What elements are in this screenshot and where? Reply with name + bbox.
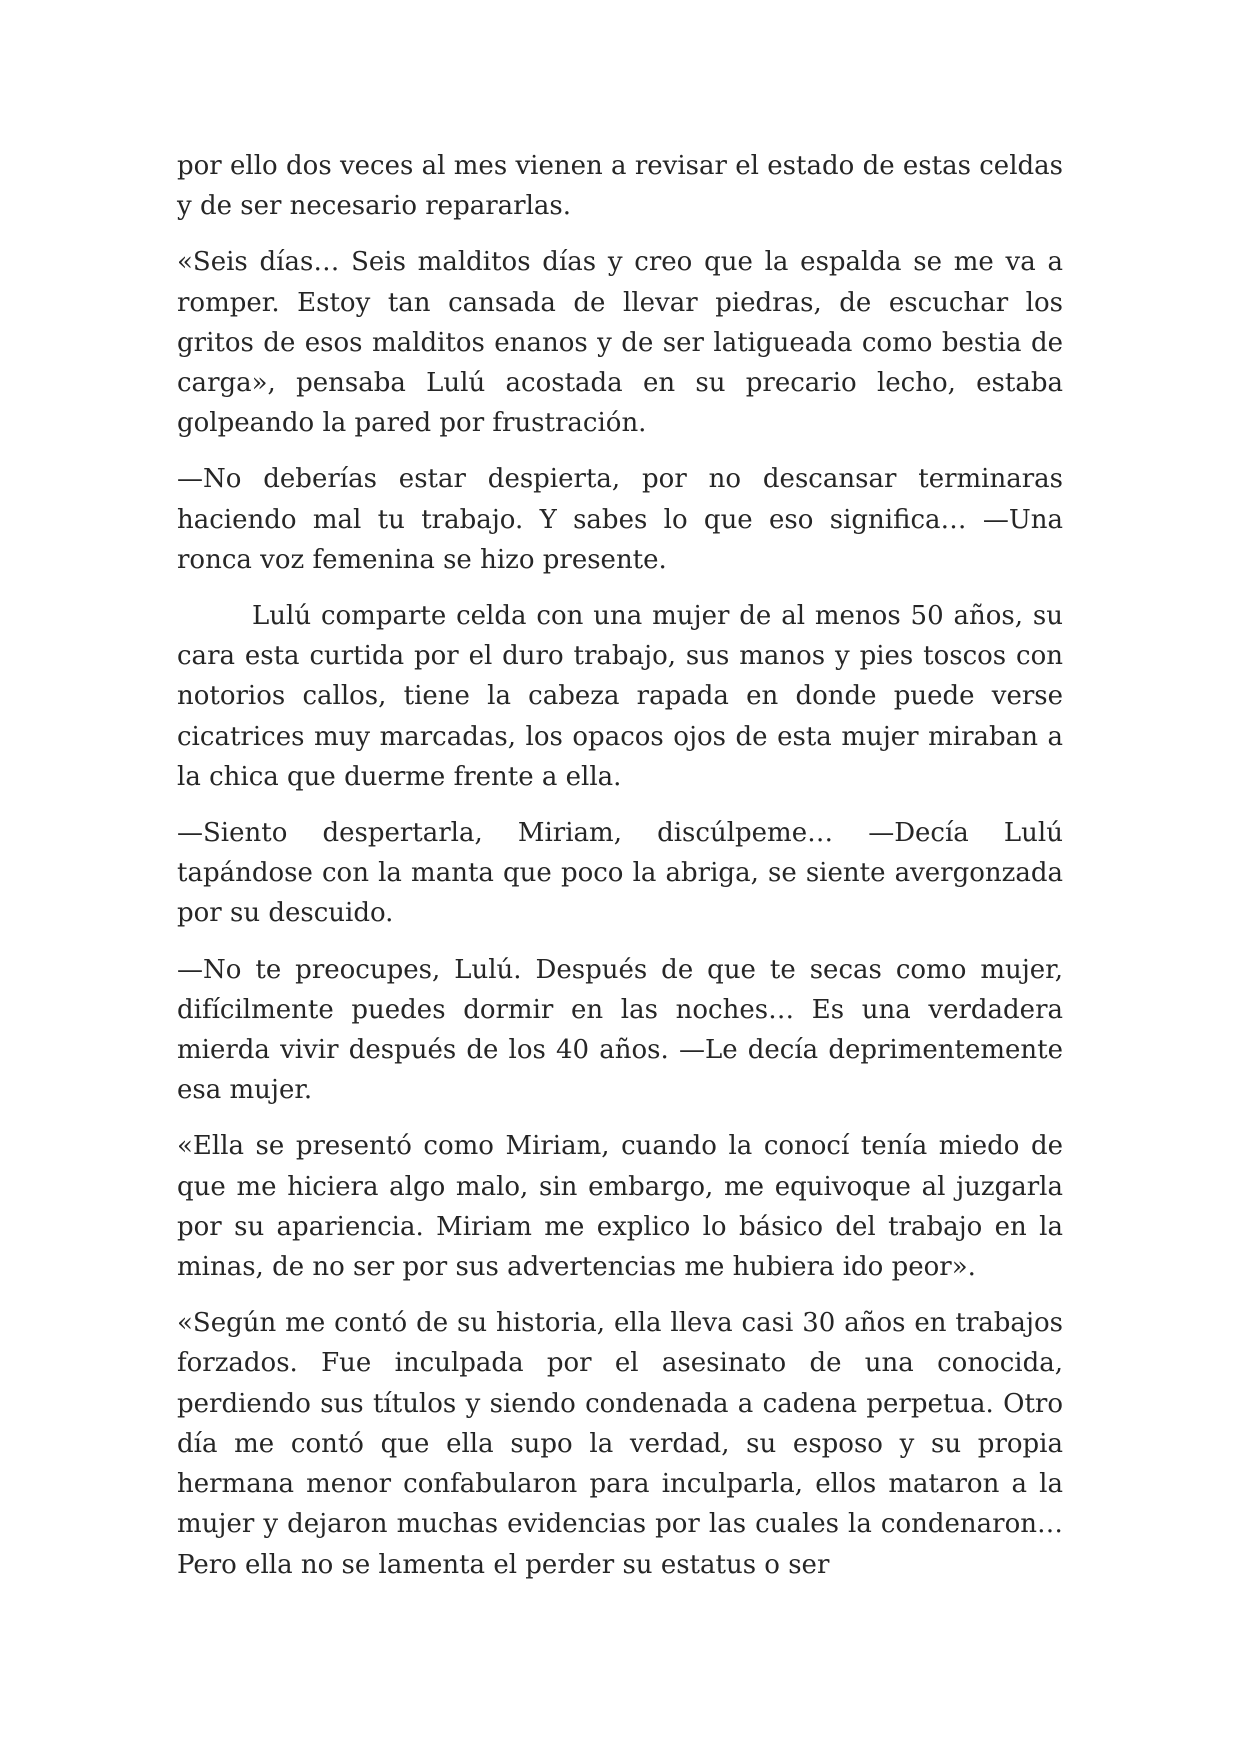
paragraph: —Siento despertarla, Miriam, discúlpeme… —Decía Lulú tapándose con la manta que poco la abriga, se siente avergonzada por su descuido. [177, 818, 1063, 929]
paragraph: —No te preocupes, Lulú. Después de que te secas como mujer, difícilmente puedes dormir en las noches… Es una verdadera mierda vivir después de los 40 años. —Le decía deprimentemente esa mujer. [177, 954, 1063, 1106]
body-text [177, 146, 1063, 1601]
paragraph: «Ella se presentó como Miriam, cuando la conocí tenía miedo de que me hiciera algo malo, sin embargo, me equivoque al juzgarla por su apariencia. Miriam me explico lo básico del trabajo en la minas, de no ser por sus advertencias me hubiera ido peor». [177, 1131, 1063, 1283]
paragraph: Lulú comparte celda con una mujer de al menos 50 años, su cara esta curtida por el duro trabajo, sus manos y pies toscos con notorios callos, tiene la cabeza rapada en donde puede verse cicatrices muy marcadas, los opacos ojos de esta mujer miraban a la chica que duerme frente a ella. [177, 601, 1063, 792]
paragraph: «Seis días… Seis malditos días y creo que la espalda se me va a romper. Estoy tan cansada de llevar piedras, de escuchar los gritos de esos malditos enanos y de ser latigueada como bestia de carga», pensaba Lulú acostada en su precario lecho, estaba golpeando la pared por frustración. [177, 247, 1063, 439]
paragraph: por ello dos veces al mes vienen a revisar el estado de estas celdas y de ser necesario repararlas. [177, 151, 1063, 222]
paragraph: «Según me contó de su historia, ella lleva casi 30 años en trabajos forzados. Fue inculpada por el asesinato de una conocida, perdiendo sus títulos y siendo condenada a cadena perpetua. Otro día me contó que ella supo la verdad, su esposo y su propia hermana menor confabularon para inculparla, ellos mataron a la mujer y dejaron muchas evidencias por las cuales la condenaron… Pero ella no se lamenta el perder su estatus o ser [177, 1308, 1063, 1580]
paragraph: —No deberías estar despierta, por no descansar terminaras haciendo mal tu trabajo. Y sabes lo que eso significa… —Una ronca voz femenina se hizo presente. [177, 464, 1063, 575]
